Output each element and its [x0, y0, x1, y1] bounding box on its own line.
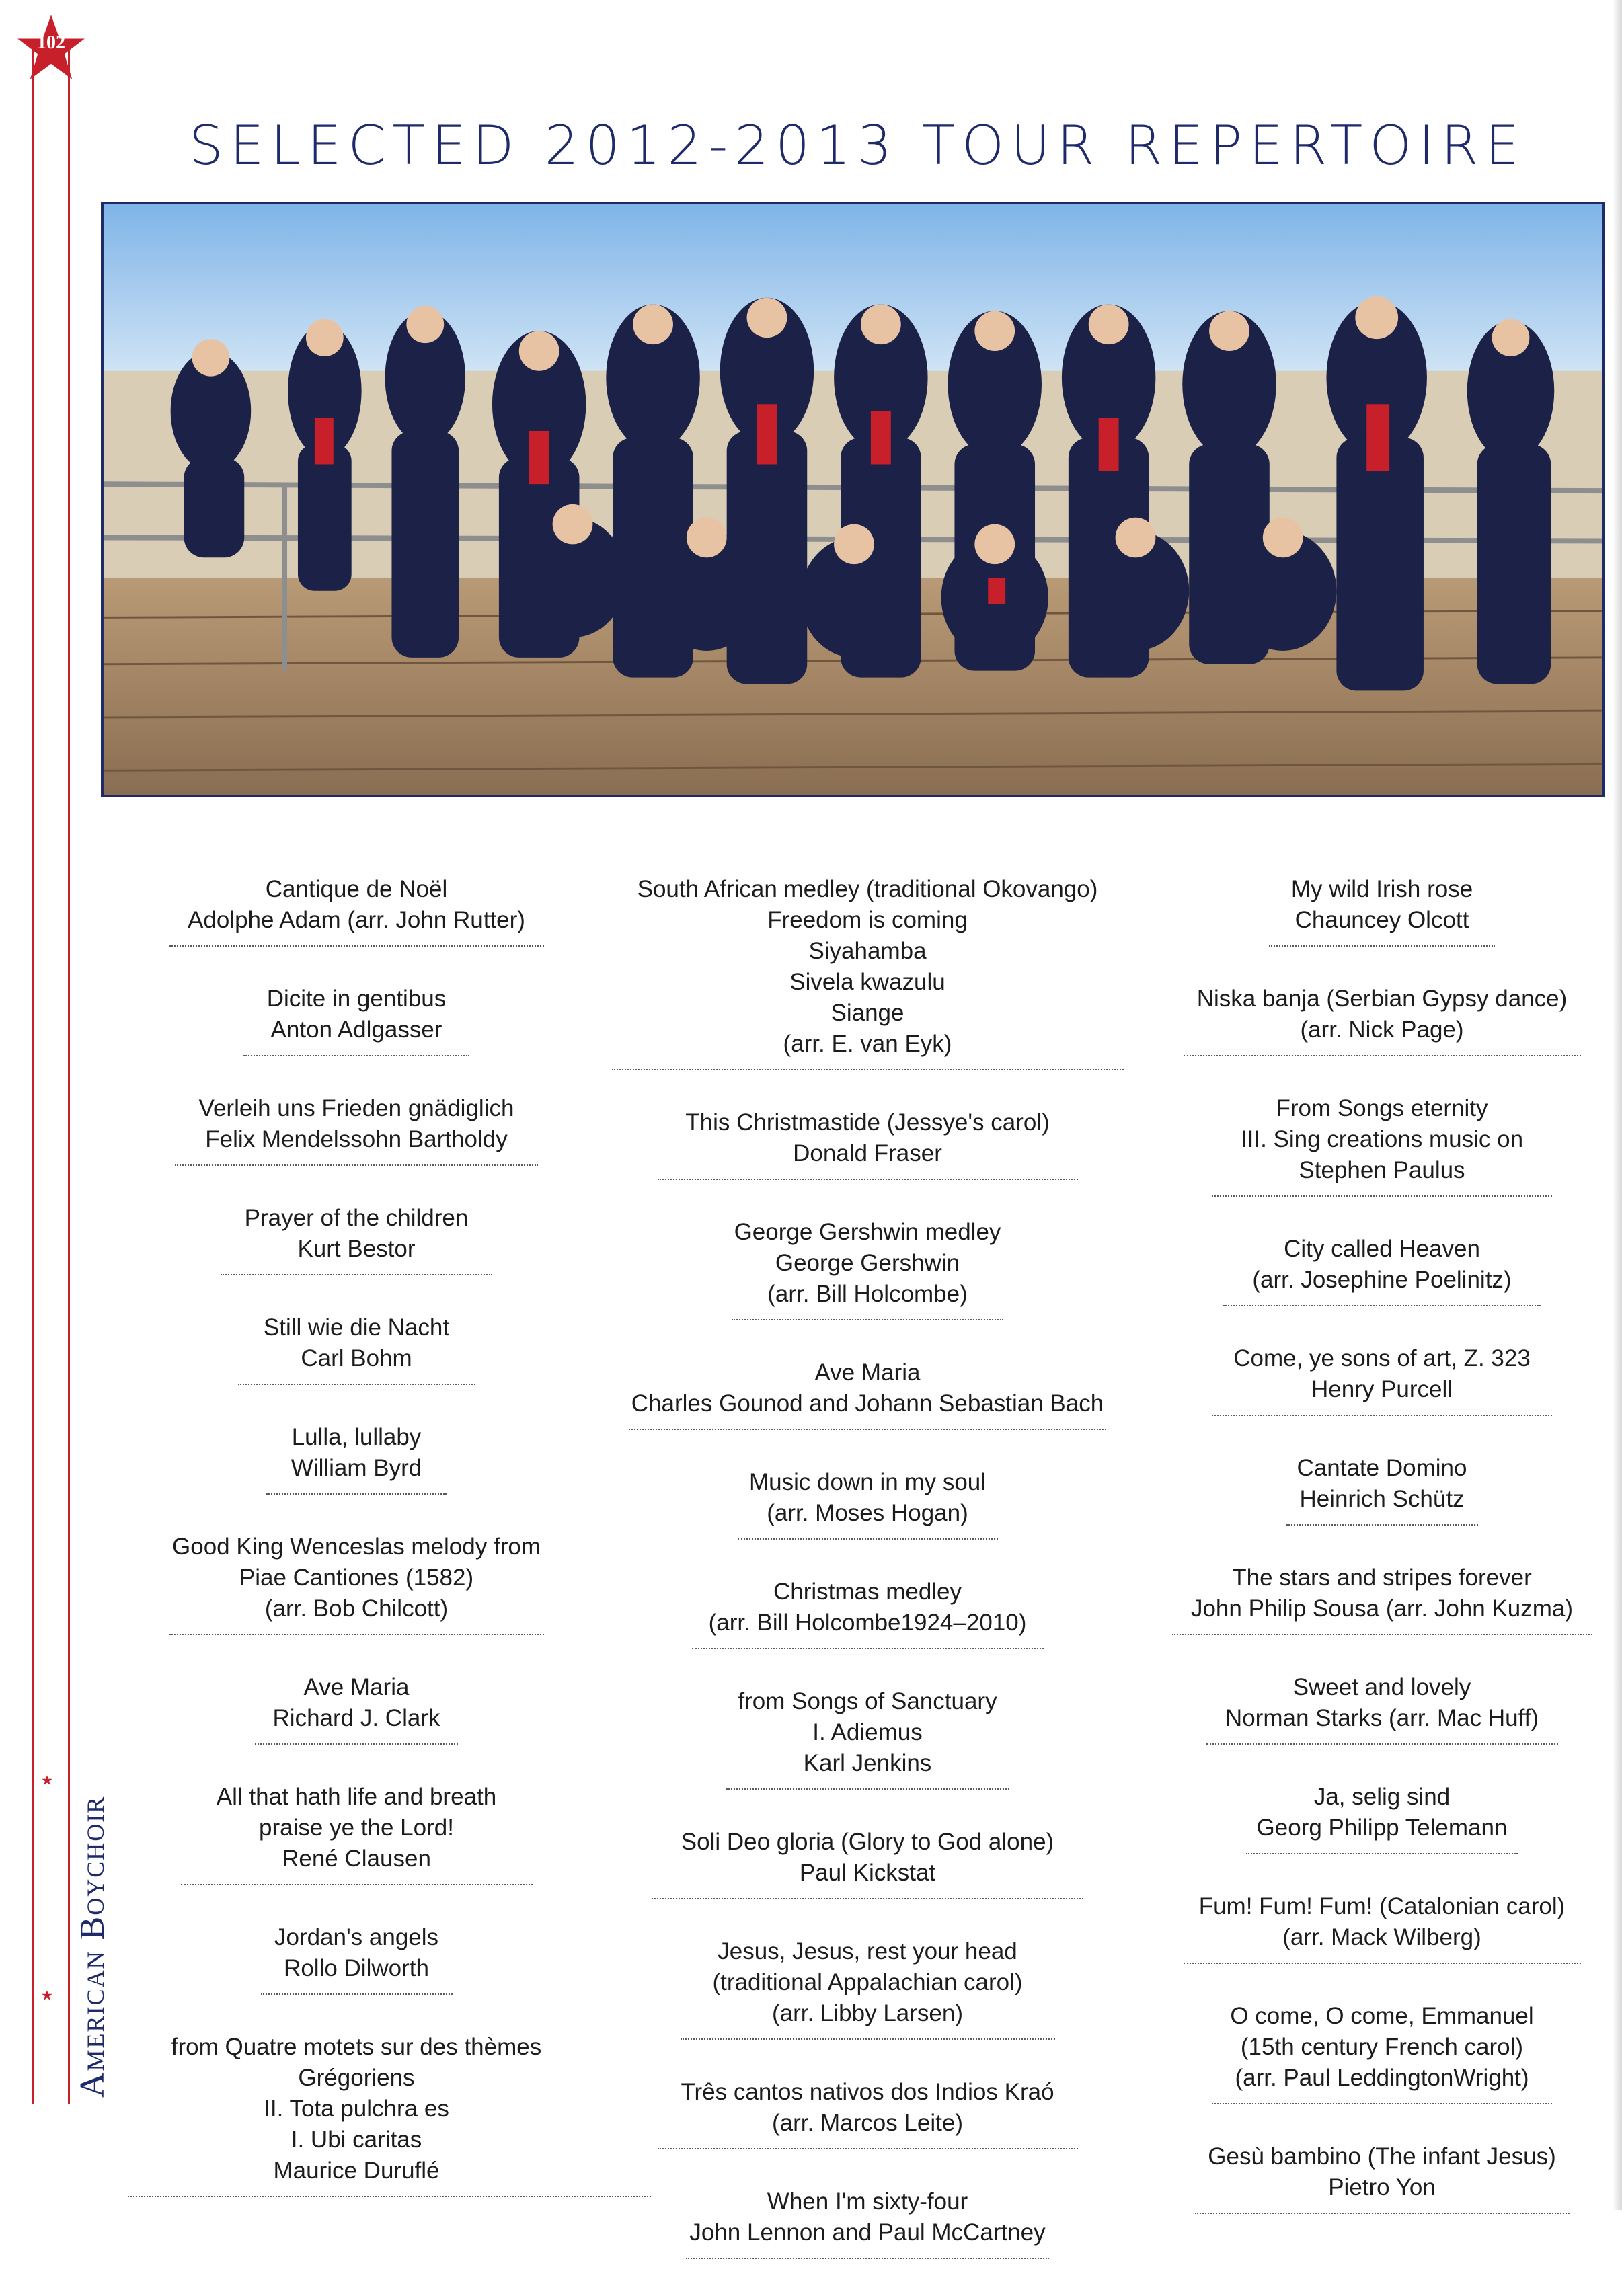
work-detail: Freedom is coming [767, 907, 968, 933]
work-title: This Christmastide (Jessye's carol) [685, 1109, 1050, 1136]
repertoire-column-1 [128, 874, 585, 2234]
work-title: My wild Irish rose [1290, 876, 1473, 902]
repertoire-entry [128, 1782, 585, 1889]
repertoire-entry [128, 1672, 585, 1748]
work-detail: (arr. Moses Hogan) [767, 1500, 968, 1526]
work-detail: Siyahamba [808, 938, 927, 964]
work-title: South African medley (traditional Okovango) [637, 876, 1098, 902]
repertoire-entry [585, 2077, 1150, 2153]
work-title: Gesù bambino (The infant Jesus) [1208, 2143, 1556, 2170]
page-gutter-shadow [1613, 0, 1622, 2210]
repertoire-entry [1163, 1234, 1600, 1310]
entry-divider [1195, 2213, 1570, 2214]
work-title: Good King Wenceslas melody from [172, 1534, 541, 1560]
star-icon [42, 1775, 52, 1786]
work-detail: John Lennon and Paul McCartney [689, 2219, 1046, 2246]
repertoire-entry [585, 1107, 1150, 1183]
entry-divider [261, 1993, 453, 1995]
work-title: Music down in my soul [748, 1469, 987, 1495]
work-detail: Adolphe Adam (arr. John Rutter) [188, 907, 525, 933]
entry-divider [175, 1164, 538, 1166]
entry-divider [128, 2196, 651, 2197]
work-title: Ja, selig sind [1313, 1784, 1451, 1810]
left-red-rule [32, 47, 34, 2104]
repertoire-entry [1163, 1343, 1600, 1419]
repertoire-entry [1163, 1453, 1600, 1529]
repertoire-entry [1163, 1672, 1600, 1748]
work-title: Cantate Domino [1297, 1455, 1467, 1481]
entry-divider [1206, 1743, 1558, 1745]
repertoire-entry [1163, 984, 1600, 1060]
repertoire-entry [585, 1467, 1150, 1543]
work-title: When I'm sixty-four [767, 2188, 968, 2215]
work-title: All that hath life and breath [216, 1784, 497, 1810]
repertoire-entry [585, 1217, 1150, 1324]
repertoire-entry [585, 1357, 1150, 1433]
repertoire-entry [1163, 1093, 1600, 1200]
work-detail: Richard J. Clark [272, 1705, 440, 1731]
entry-divider [738, 1538, 998, 1540]
work-title: Christmas medley [773, 1579, 962, 1605]
work-detail: III. Sing creations music on [1240, 1126, 1524, 1152]
work-detail: John Philip Sousa (arr. John Kuzma) [1190, 1595, 1574, 1622]
work-detail: René Clausen [282, 1846, 431, 1872]
work-title: Ave Maria [303, 1674, 410, 1700]
work-detail: II. Tota pulchra es [264, 2096, 449, 2122]
entry-divider [181, 1884, 533, 1885]
entry-divider [1212, 2103, 1552, 2104]
entry-divider [1184, 1055, 1581, 1056]
work-detail: George Gershwin [775, 1250, 960, 1276]
work-detail: Donald Fraser [793, 1140, 942, 1166]
work-title: Prayer of the children [244, 1205, 469, 1231]
work-title: Jesus, Jesus, rest your head [718, 1938, 1017, 1965]
work-detail: praise ye the Lord! [259, 1815, 454, 1841]
work-detail: Anton Adlgasser [270, 1017, 442, 1043]
repertoire-entry [128, 874, 585, 950]
work-detail: I. Adiemus [812, 1719, 923, 1745]
page-number: 102 [37, 32, 65, 53]
work-title: Fum! Fum! Fum! (Catalonian carol) [1198, 1893, 1566, 1919]
entry-divider [629, 1429, 1106, 1430]
entry-divider [1246, 1853, 1518, 1854]
work-title: Cantique de Noël [265, 876, 448, 902]
work-detail: Norman Starks (arr. Mac Huff) [1225, 1705, 1539, 1731]
entry-divider [612, 1069, 1124, 1070]
page-title: SELECTED 2012-2013 TOUR REPERTOIRE [189, 114, 1526, 177]
entry-divider [726, 1788, 1009, 1790]
entry-divider [1184, 1963, 1581, 1964]
entry-divider [1223, 1305, 1541, 1306]
work-detail: (arr. Marcos Leite) [772, 2110, 963, 2136]
work-title: Ave Maria [814, 1359, 921, 1386]
work-title: Still wie die Nacht [263, 1314, 450, 1341]
work-detail: William Byrd [291, 1455, 422, 1481]
work-title: Jordan's angels [274, 1924, 439, 1950]
repertoire-entry [128, 1312, 585, 1388]
work-detail: Heinrich Schütz [1299, 1486, 1465, 1512]
repertoire-entry [1163, 874, 1600, 950]
work-detail: Paul Kickstat [799, 1860, 936, 1886]
work-title: Niska banja (Serbian Gypsy dance) [1196, 986, 1568, 1012]
entry-divider [255, 1743, 458, 1745]
entry-divider [658, 1179, 1078, 1180]
repertoire-entry [128, 1532, 585, 1638]
work-detail: (arr. Josephine Poelinitz) [1252, 1267, 1512, 1293]
work-detail: (arr. Mack Wilberg) [1282, 1924, 1481, 1950]
work-title: Verleih uns Frieden gnädiglich [198, 1095, 514, 1121]
work-detail: (arr. Bill Holcombe) [767, 1281, 968, 1307]
work-detail: Karl Jenkins [803, 1750, 932, 1776]
repertoire-entry [128, 1422, 585, 1498]
work-title: Lulla, lullaby [291, 1424, 422, 1450]
work-title: Come, ye sons of art, Z. 323 [1233, 1345, 1531, 1372]
work-title: Três cantos nativos dos Indios Kraó [681, 2079, 1054, 2105]
entry-divider [652, 1898, 1083, 1899]
work-title: from Quatre motets sur des thèmes Grégoriens [171, 2034, 542, 2091]
repertoire-column-3 [1163, 874, 1600, 2251]
repertoire-entry [128, 1922, 585, 1998]
work-detail: Felix Mendelssohn Bartholdy [205, 1126, 508, 1152]
repertoire-entry [1163, 1782, 1600, 1858]
work-detail: I. Ubi caritas [291, 2127, 422, 2153]
entry-divider [221, 1274, 492, 1275]
work-detail: Henry Purcell [1311, 1376, 1453, 1402]
publication-side-title: American Boychoir [73, 1795, 112, 2098]
repertoire-entry [585, 1936, 1150, 2043]
repertoire-entry [585, 874, 1150, 1074]
work-title: Dicite in gentibus [266, 986, 447, 1012]
work-detail: (arr. Libby Larsen) [771, 2000, 964, 2026]
entry-divider [266, 1493, 447, 1495]
entry-divider [243, 1055, 469, 1056]
left-red-rule-inner [68, 47, 70, 2104]
entry-divider [169, 945, 544, 947]
work-detail: (arr. E. van Eyk) [783, 1031, 952, 1057]
repertoire-column-2 [585, 874, 1150, 2296]
repertoire-entry [128, 2032, 585, 2201]
work-detail: Sivela kwazulu [789, 969, 945, 995]
work-detail: Stephen Paulus [1299, 1157, 1465, 1183]
work-detail: Carl Bohm [301, 1345, 412, 1372]
entry-divider [732, 1319, 1003, 1320]
work-detail: (arr. Nick Page) [1300, 1017, 1464, 1043]
entry-divider [1286, 1524, 1478, 1526]
work-detail: Charles Gounod and Johann Sebastian Bach [631, 1390, 1104, 1417]
work-detail: (arr. Bill Holcombe1924–2010) [708, 1610, 1027, 1636]
entry-divider [169, 1634, 544, 1635]
work-detail: Rollo Dilworth [284, 1955, 429, 1981]
entry-divider [692, 1648, 1044, 1649]
repertoire-entry [585, 1827, 1150, 1903]
entry-divider [1212, 1195, 1552, 1197]
work-detail: Piae Cantiones (1582) [239, 1565, 474, 1591]
work-detail: (arr. Bob Chilcott) [264, 1595, 449, 1622]
work-title: O come, O come, Emmanuel [1230, 2003, 1534, 2029]
repertoire-entry [585, 2186, 1150, 2262]
work-detail: Chauncey Olcott [1295, 907, 1469, 933]
work-detail: Georg Philipp Telemann [1256, 1815, 1508, 1841]
work-detail: Kurt Bestor [297, 1236, 416, 1262]
entry-divider [686, 2258, 1049, 2259]
work-title: Soli Deo gloria (Glory to God alone) [681, 1829, 1054, 1855]
repertoire-entry [1163, 2001, 1600, 2108]
work-title: The stars and stripes forever [1232, 1565, 1532, 1591]
repertoire-entry [1163, 1891, 1600, 1967]
entry-divider [1212, 1415, 1552, 1416]
work-detail: (15th century French carol) [1240, 2034, 1524, 2060]
work-title: George Gershwin medley [734, 1219, 1001, 1245]
group-photo [101, 202, 1605, 797]
entry-divider [681, 2038, 1055, 2040]
work-title: City called Heaven [1284, 1236, 1480, 1262]
repertoire-entry [585, 1577, 1150, 1653]
work-detail: Siange [831, 1000, 904, 1026]
repertoire-entry [128, 1093, 585, 1169]
entry-divider [1269, 945, 1495, 947]
repertoire-entry [585, 1686, 1150, 1793]
entry-divider [658, 2148, 1078, 2149]
work-detail: Maurice Duruflé [273, 2158, 440, 2184]
repertoire-entry [1163, 2141, 1600, 2217]
entry-divider [1172, 1634, 1592, 1635]
repertoire-entry [1163, 1562, 1600, 1638]
work-title: from Songs of Sanctuary [738, 1688, 997, 1714]
work-detail: Pietro Yon [1328, 2174, 1436, 2201]
repertoire-entry [128, 984, 585, 1060]
work-title: Sweet and lovely [1292, 1674, 1471, 1700]
work-detail: (traditional Appalachian carol) [712, 1969, 1023, 1995]
work-title: From Songs eternity [1276, 1095, 1488, 1121]
repertoire-entry [128, 1203, 585, 1279]
work-detail: (arr. Paul LeddingtonWright) [1235, 2065, 1529, 2091]
star-icon [42, 1990, 52, 2001]
entry-divider [238, 1384, 475, 1385]
